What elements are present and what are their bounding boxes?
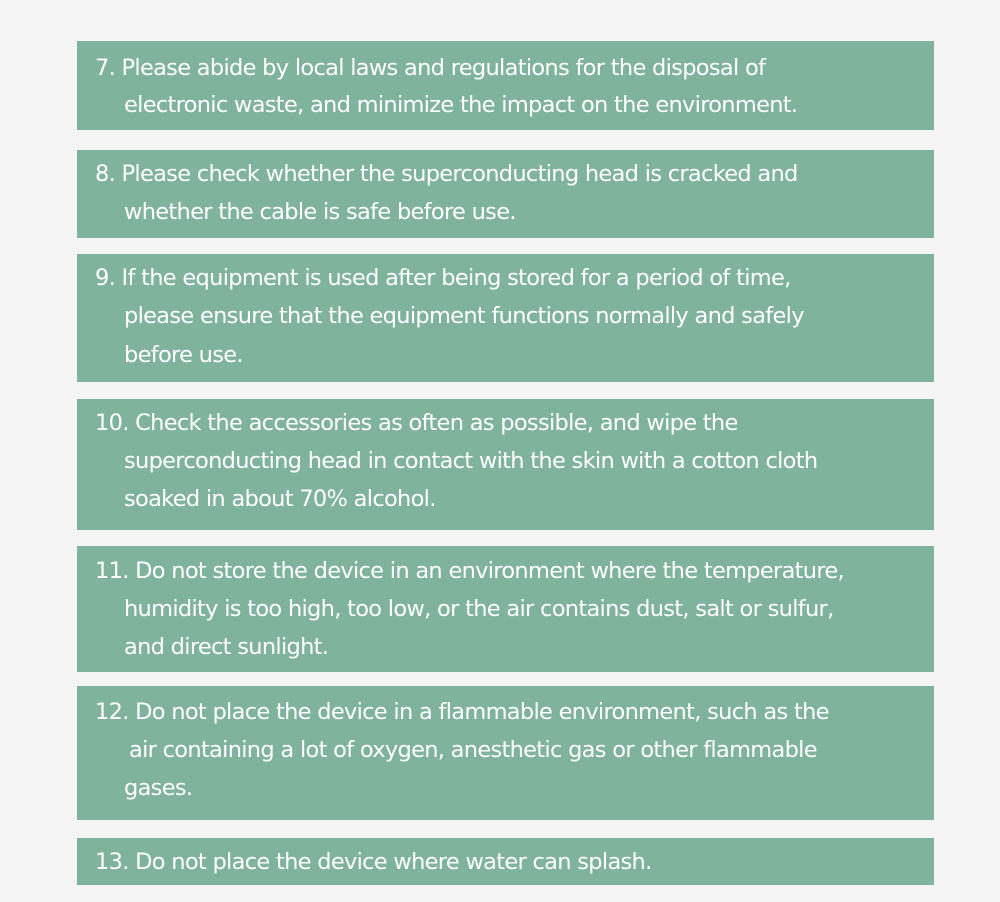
notice-10-line-1: 10. Check the accessories as often as possible, and wipe the [95,410,738,436]
notice-7-line-1: 7. Please abide by local laws and regulations for the disposal of [95,55,766,81]
notice-9-line-2: please ensure that the equipment functions normally and safely [124,303,804,329]
notice-7-line-2: electronic waste, and minimize the impact on the environment. [124,92,798,118]
notice-12-line-1: 12. Do not place the device in a flammable environment, such as the [95,699,829,725]
notice-item-10 [77,399,934,530]
notice-9-line-1: 9. If the equipment is used after being stored for a period of time, [95,265,791,291]
notice-item-7 [77,41,934,130]
notice-8-line-1: 8. Please check whether the superconducting head is cracked and [95,161,798,187]
notice-item-11 [77,546,934,672]
notice-item-13 [77,838,934,885]
notice-11-line-1: 11. Do not store the device in an environment where the temperature, [95,558,844,584]
notice-12-line-3: gases. [124,775,193,801]
notice-10-line-2: superconducting head in contact with the skin with a cotton cloth [124,448,818,474]
notice-9-line-3: before use. [124,342,243,368]
notice-11-line-2: humidity is too high, too low, or the air contains dust, salt or sulfur, [124,596,834,622]
notice-item-9 [77,254,934,382]
notice-12-line-2: air containing a lot of oxygen, anesthetic gas or other flammable [129,737,817,763]
notice-8-line-2: whether the cable is safe before use. [124,199,516,225]
notice-item-12 [77,686,934,820]
notice-11-line-3: and direct sunlight. [124,634,329,660]
notice-13-line-1: 13. Do not place the device where water can splash. [95,849,652,875]
notice-item-8 [77,150,934,238]
notice-10-line-3: soaked in about 70% alcohol. [124,486,436,512]
